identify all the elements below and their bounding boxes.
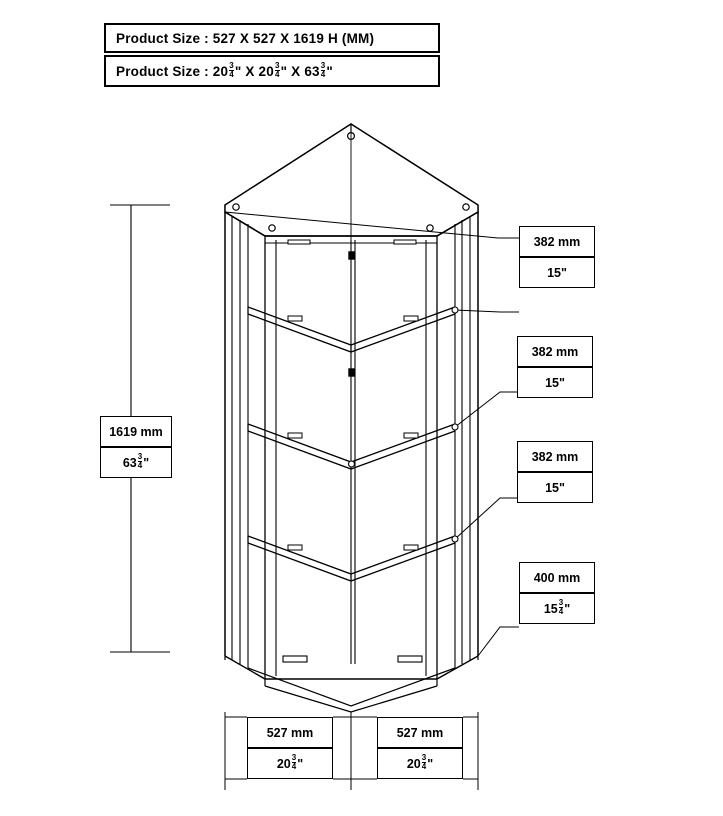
product-size-mm-text: Product Size : 527 X 527 X 1619 H (MM)	[116, 30, 375, 46]
width-left-mm-label: 527 mm	[247, 717, 333, 748]
total-height-inch-label	[100, 447, 172, 478]
inch-fraction-width-numerator: 3	[229, 60, 234, 70]
width-right-inch-numerator: 3	[421, 753, 427, 762]
total-height-inch-mark: "	[143, 455, 150, 470]
bottom-gap-inch-numerator: 3	[558, 598, 564, 607]
total-height-inch-denominator: 4	[137, 461, 143, 470]
width-right-inch-label	[377, 748, 463, 779]
bottom-gap-inch-mark: "	[564, 601, 571, 616]
bottom-gap-mm-label: 400 mm	[519, 562, 595, 593]
shelf-gap-3-mm-label: 382 mm	[517, 441, 593, 472]
bottom-gap-inch-denominator: 4	[558, 607, 564, 616]
width-right-inch-denominator: 4	[421, 762, 427, 771]
product-size-inch-prefix: Product Size : 20	[116, 63, 229, 79]
bottom-gap-inch-label	[519, 593, 595, 624]
total-height-mm-label: 1619 mm	[100, 416, 172, 447]
shelf-gap-2-inch-label: 15"	[517, 367, 593, 398]
product-size-inch-mid2: " X 63	[280, 63, 320, 79]
product-size-inch-suffix: "	[326, 63, 334, 79]
total-height-inch-fraction	[138, 453, 142, 470]
width-left-inch-numerator: 3	[291, 753, 297, 762]
bottom-gap-inch-whole: 15	[543, 601, 558, 616]
shelf-gap-1-inch-label: 15"	[519, 257, 595, 288]
width-left-inch-mark: "	[297, 756, 304, 771]
inch-fraction-depth-numerator: 3	[274, 60, 280, 70]
shelf-gap-2-mm-label: 382 mm	[517, 336, 593, 367]
width-right-mm-label: 527 mm	[377, 717, 463, 748]
width-left-inch-label	[247, 748, 333, 779]
width-left-inch-fraction	[292, 754, 296, 771]
inch-fraction-depth-denominator: 4	[274, 69, 280, 79]
total-height-inch-whole: 63	[122, 455, 137, 470]
product-size-inch-mid1: " X 20	[234, 63, 274, 79]
width-left-inch-denominator: 4	[291, 762, 297, 771]
width-right-inch-mark: "	[427, 756, 434, 771]
width-right-inch-fraction	[422, 754, 426, 771]
inch-fraction-height-numerator: 3	[320, 60, 326, 70]
shelf-gap-1-mm-label: 382 mm	[519, 226, 595, 257]
bottom-gap-inch-fraction	[559, 599, 563, 616]
shelf-gap-3-inch-label: 15"	[517, 472, 593, 503]
width-right-inch-whole: 20	[406, 756, 421, 771]
width-left-inch-whole: 20	[276, 756, 291, 771]
total-height-inch-numerator: 3	[137, 452, 143, 461]
inch-fraction-width-denominator: 4	[229, 69, 234, 79]
inch-fraction-height-denominator: 4	[320, 69, 326, 79]
